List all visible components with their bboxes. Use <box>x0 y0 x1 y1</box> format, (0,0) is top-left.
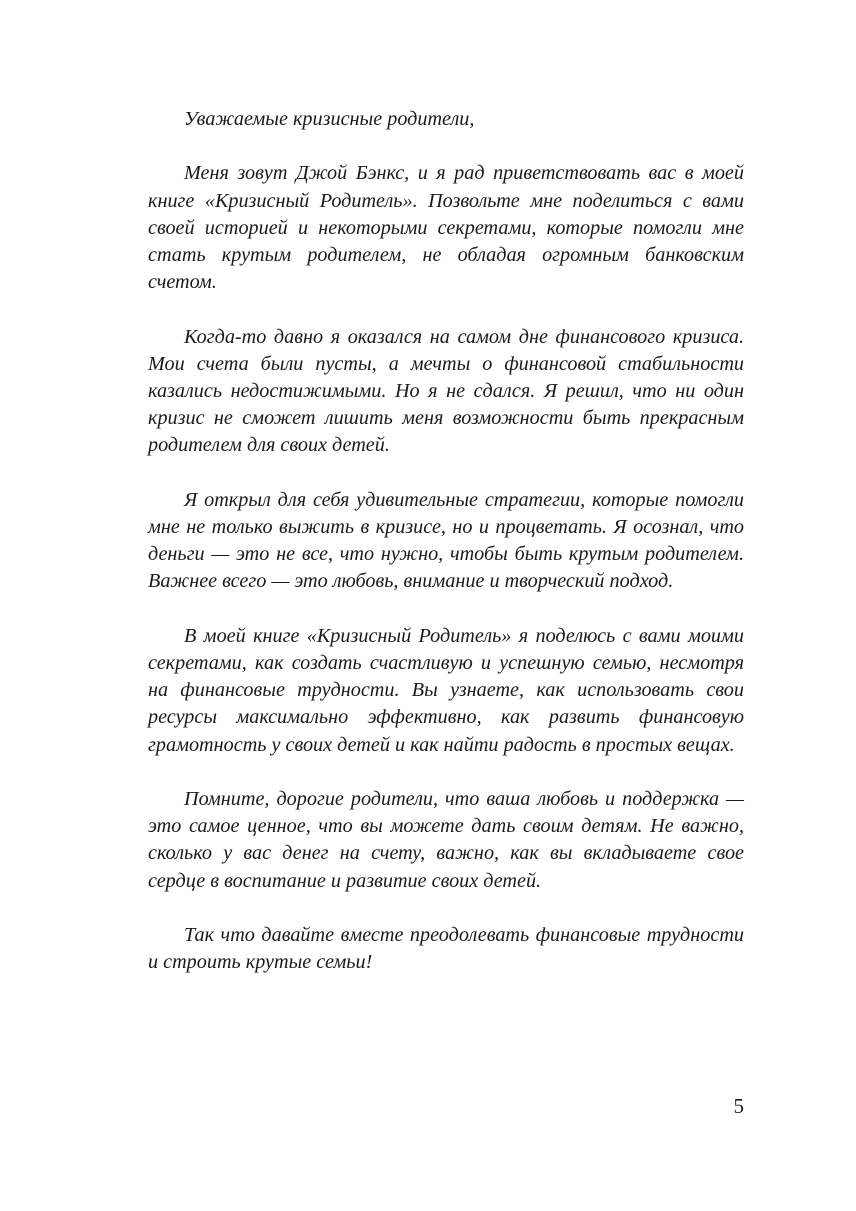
letter-paragraph-3: Я открыл для себя удивительные стратегии, которые помогли мне не только выжить в кризисе, но и процветать. Я осознал, что деньги — это не все, что нужно, чтобы быть крутым родителем. Важнее всего — это любовь, внимание и творческий подход. <box>148 488 744 593</box>
letter-paragraph-4: В моей книге «Кризисный Родитель» я поделюсь с вами моими секретами, как создать счастливую и успешную семью, несмотря на финансовые трудности. Вы узнаете, как использовать свои ресурсы максимально эффективно, как развить финансовую грамотность у своих детей и как найти радость в простых вещах. <box>148 624 744 756</box>
letter-paragraph-6: Так что давайте вместе преодолевать финансовые трудности и строить крутые семьи! <box>148 924 744 974</box>
letter-greeting: Уважаемые кризисные родители, <box>184 108 475 130</box>
letter-paragraph-1: Меня зовут Джой Бэнкс, и я рад приветствовать вас в моей книге «Кризисный Родитель». Позвольте мне поделиться с вами своей историей и некоторыми секретами, которые помогли мне стать крутым родителем, не обладая огромным банковским счетом. <box>148 162 744 294</box>
letter-paragraph-5: Помните, дорогие родители, что ваша любовь и поддержка — это самое ценное, что вы можете дать своим детям. Не важно, сколько у вас денег на счету, важно, как вы вкладываете свое сердце в воспитание и развитие своих детей. <box>148 788 744 892</box>
page-number: 5 <box>733 1094 744 1118</box>
letter-paragraph-2: Когда-то давно я оказался на самом дне финансового кризиса. Мои счета были пусты, а мечты о финансовой стабильности казались недостижимыми. Но я не сдался. Я решил, что ни один кризис не сможет лишить меня возможности быть прекрасным родителем для своих детей. <box>148 325 744 457</box>
letter-body <box>148 106 744 1004</box>
